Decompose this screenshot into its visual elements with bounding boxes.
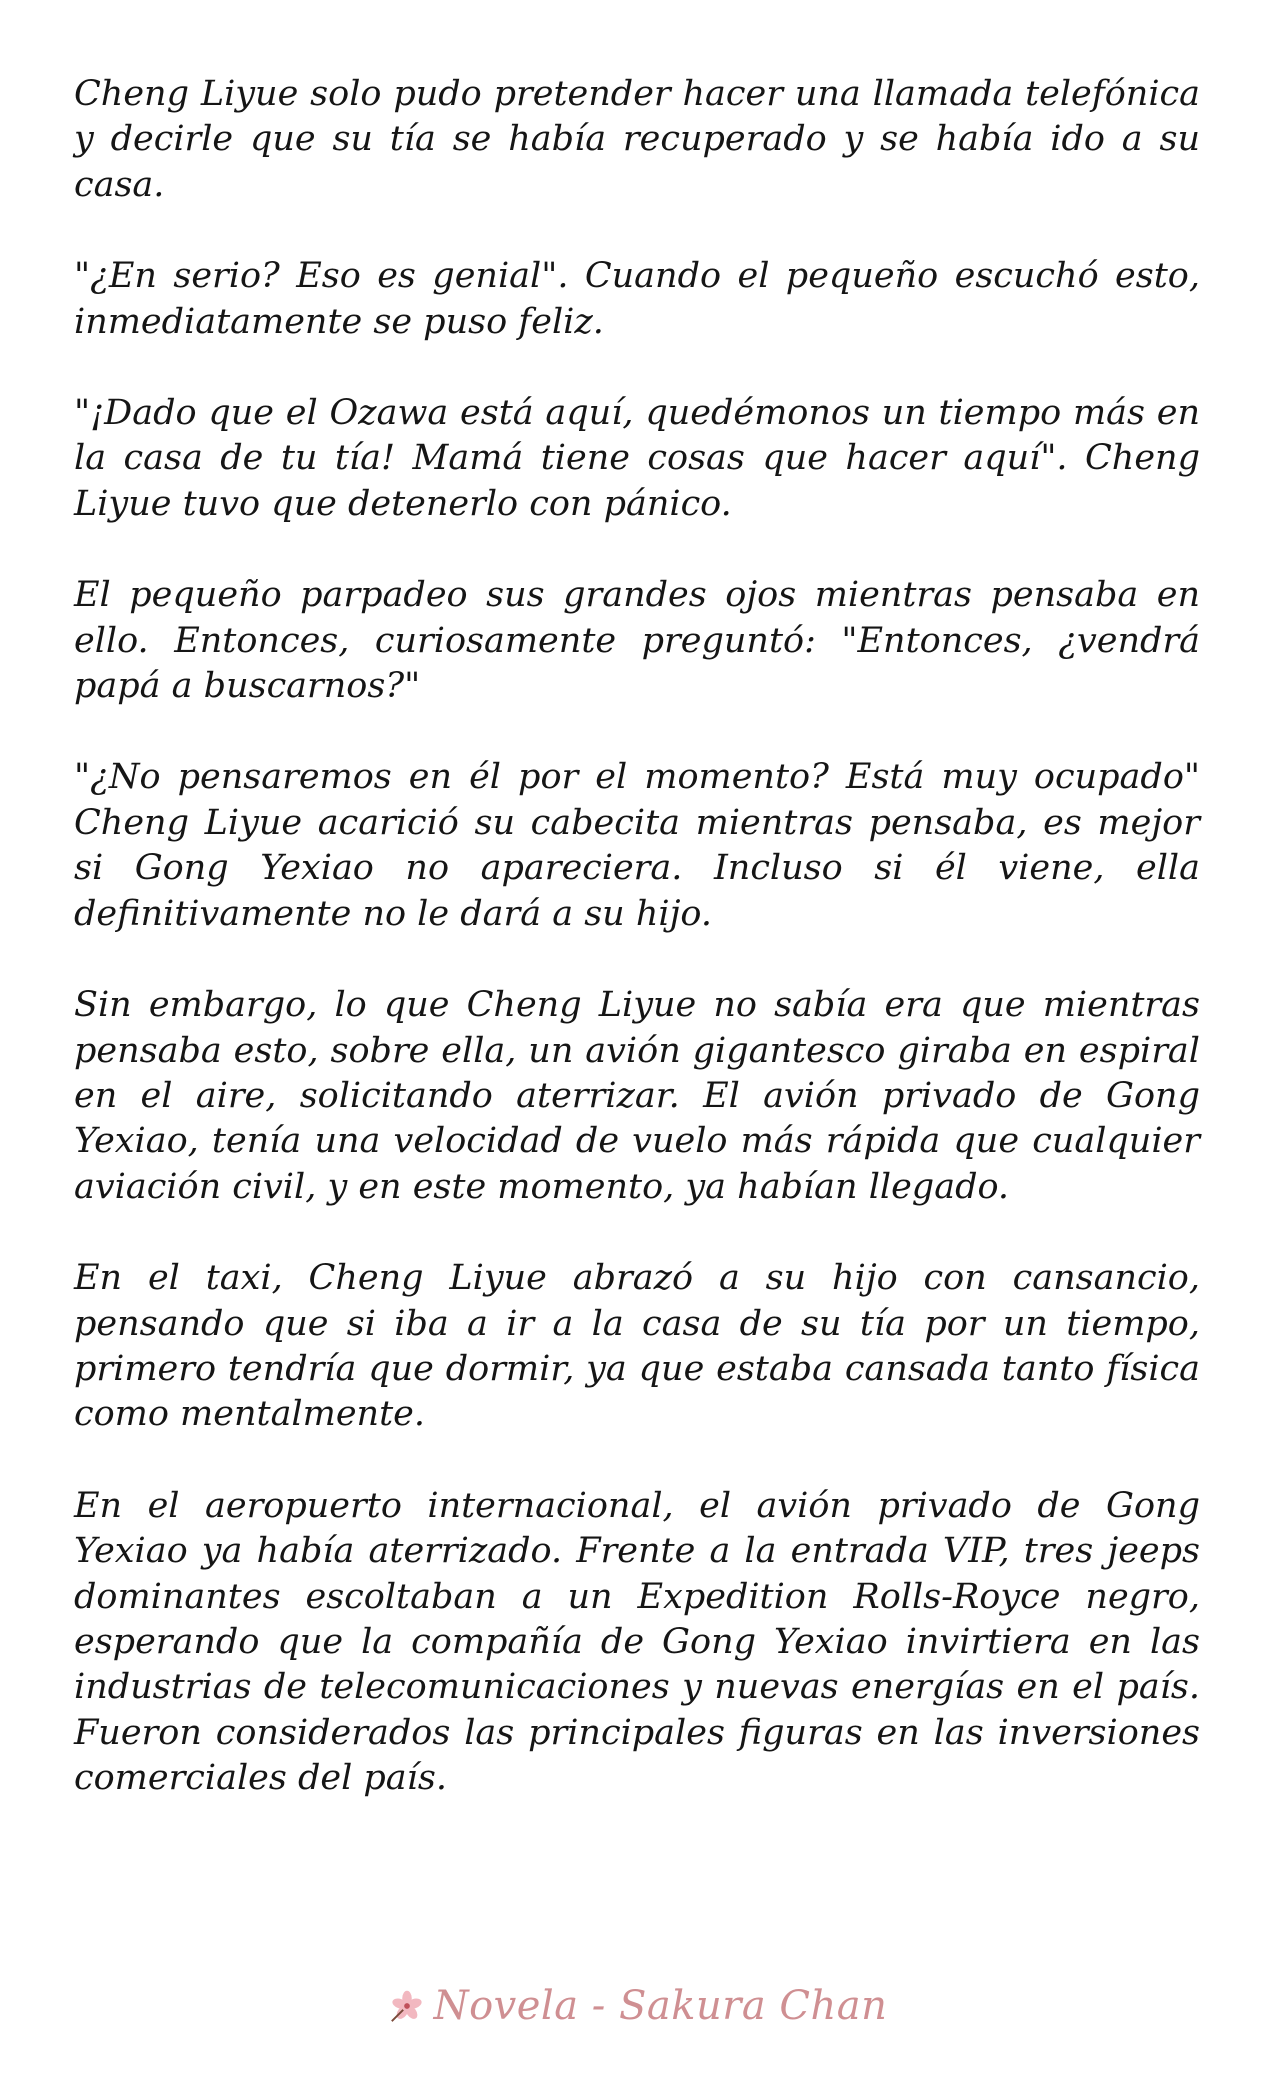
sakura-flower-icon <box>388 1987 426 2025</box>
paragraph-5: "¿No pensaremos en él por el momento? Está muy ocupado" Cheng Liyue acarició su cabecita mientras pensaba, es mejor si Gong Yexiao no apareciera. Incluso si él viene, ella definitivamente no le dará a su hijo. <box>74 757 1200 934</box>
watermark <box>388 1983 888 2029</box>
paragraph-8: En el aeropuerto internacional, el avión privado de Gong Yexiao ya había aterrizado. Frente a la entrada VIP, tres jeeps dominantes escoltaban a un Expedition Rolls-Royce negro, esperando que la compañía de Gong Yexiao invirtiera en las industrias de telecomunicaciones y nuevas energías en el país. Fueron considerados las principales figuras en las inversiones comerciales del país. <box>74 1485 1200 1799</box>
paragraph-4: El pequeño parpadeo sus grandes ojos mientras pensaba en ello. Entonces, curiosamente preguntó: "Entonces, ¿vendrá papá a buscarnos?" <box>74 575 1200 707</box>
text-body <box>74 72 1200 1848</box>
paragraph-6: Sin embargo, lo que Cheng Liyue no sabía era que mientras pensaba esto, sobre ella, un avión gigantesco giraba en espiral en el aire, solicitando aterrizar. El avión privado de Gong Yexiao, tenía una velocidad de vuelo más rápida que cualquier aviación civil, y en este momento, ya habían llegado. <box>74 985 1200 1207</box>
paragraph-3: "¡Dado que el Ozawa está aquí, quedémonos un tiempo más en la casa de tu tía! Mamá tiene cosas que hacer aquí". Cheng Liyue tuvo que detenerlo con pánico. <box>74 393 1200 524</box>
paragraph-7: En el taxi, Cheng Liyue abrazó a su hijo con cansancio, pensando que si iba a ir a la casa de su tía por un tiempo, primero tendría que dormir, ya que estaba cansada tanto física como mentalmente. <box>74 1258 1200 1435</box>
paragraph-1: Cheng Liyue solo pudo pretender hacer una llamada telefónica y decirle que su tía se había recuperado y se había ido a su casa. <box>74 74 1200 205</box>
footer <box>0 1976 1275 2036</box>
paragraph-2: "¿En serio? Eso es genial". Cuando el pequeño escuchó esto, inmediatamente se puso feliz. <box>74 256 1200 342</box>
watermark-text: Novela - Sakura Chan <box>433 1983 888 2029</box>
